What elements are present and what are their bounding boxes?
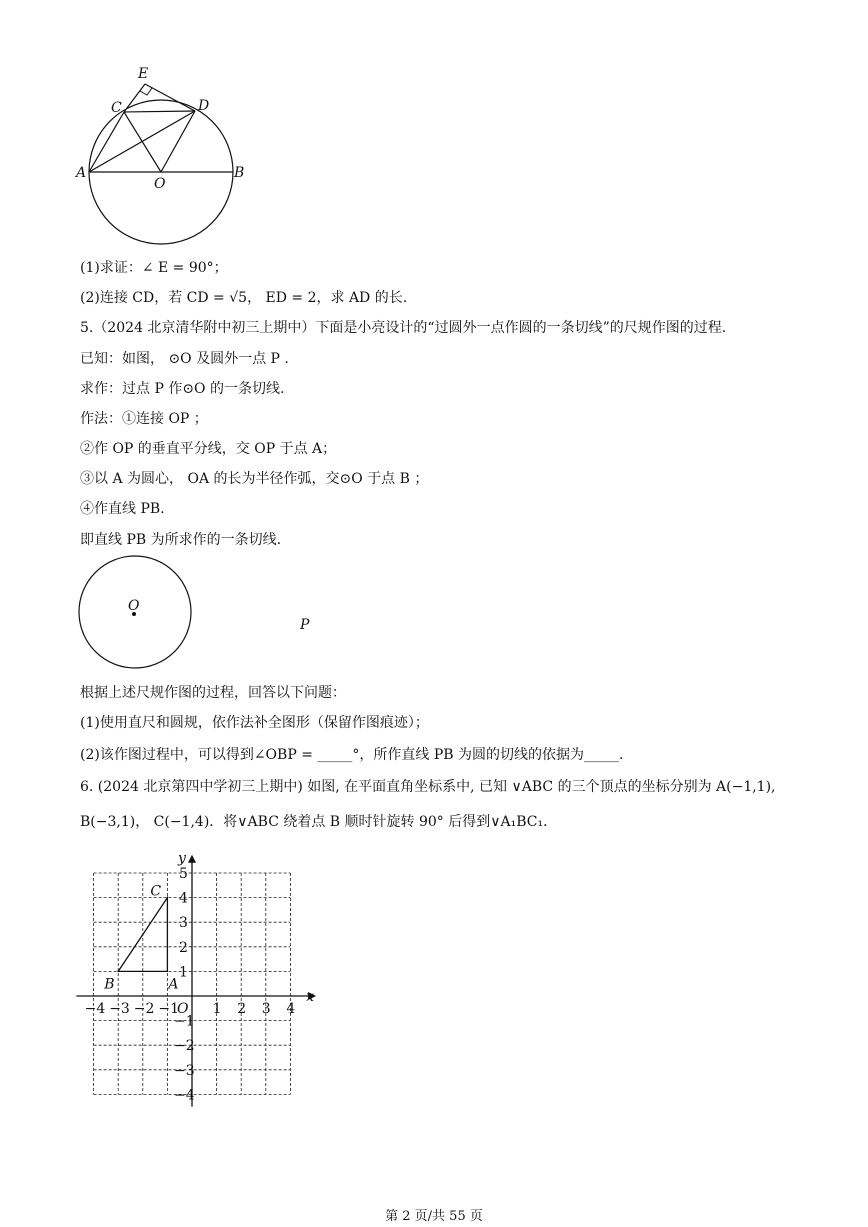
page-footer: 第 2 页/共 55 页	[385, 1209, 483, 1224]
question-5-step-3: ③以 A 为圆心， OA 的长为半径作弧，交⊙O 于点 B ；	[80, 471, 429, 487]
coordinate-grid	[70, 840, 330, 1115]
point-label-B: B	[104, 976, 115, 993]
question-5-part-1: (1)使用直尺和圆规，依作法补全图形（保留作图痕迹）；	[80, 715, 429, 731]
segment-CO	[124, 112, 161, 172]
x-axis-label: x	[306, 989, 314, 1005]
y-tick-label: 3	[179, 915, 188, 932]
question-6-line-2: B(−3,1)， C(−1,4)．将∨ABC 绕着点 B 顺时针旋转 90° 后得到∨A₁BC₁．	[80, 814, 558, 830]
point-label-A: A	[168, 976, 179, 993]
label-O: O	[128, 598, 140, 614]
x-tick-label: 4	[286, 1001, 296, 1017]
question-4-part-2: (2)连接 CD，若 CD = √5， ED = 2，求 AD 的长.	[80, 290, 408, 306]
y-tick-label: −4	[174, 1087, 195, 1104]
x-tick-label: −3	[109, 1001, 130, 1017]
question-5-title: 5.（2024 北京清华附中初三上期中）下面是小亮设计的“过圆外一点作圆的一条切线”的尺规作图的过程.	[80, 320, 727, 336]
x-tick-label: 2	[237, 1001, 247, 1017]
origin-label: O	[177, 1001, 189, 1017]
question-5-step-2: ②作 OP 的垂直平分线，交 OP 于点 A；	[80, 441, 337, 457]
question-5-ask: 根据上述尺规作图的过程，回答以下问题：	[80, 685, 346, 701]
y-tick-label: 1	[179, 964, 188, 981]
geometry-figure-circle-point	[75, 558, 335, 678]
segment-CE	[124, 84, 145, 112]
question-4-part-1: (1)求证：∠ E = 90°；	[80, 260, 228, 276]
label-P: P	[300, 617, 310, 633]
label-D: D	[198, 98, 210, 114]
y-axis-label: y	[178, 850, 186, 867]
label-A: A	[76, 165, 87, 181]
question-5-step-4: ④作直线 PB.	[80, 501, 165, 517]
label-C: C	[111, 100, 122, 116]
question-5-part-2: (2)该作图过程中，可以得到∠OBP = _____°，所作直线 PB 为圆的切线的依据为_____.	[80, 747, 624, 763]
geometry-figure-circle	[70, 60, 270, 250]
y-tick-label: −3	[174, 1062, 195, 1079]
y-tick-label: 2	[179, 939, 188, 956]
x-tick-label: −2	[133, 1001, 155, 1017]
segment-ED	[145, 84, 195, 111]
question-5-make: 求作：过点 P 作⊙O 的一条切线.	[80, 381, 285, 397]
label-B: B	[234, 165, 245, 181]
question-5-known: 已知：如图， ⊙O 及圆外一点 P .	[80, 351, 289, 367]
label-O: O	[154, 176, 166, 192]
y-tick-label: 4	[179, 890, 188, 907]
y-tick-label: −1	[174, 1013, 195, 1030]
y-axis-arrow	[188, 855, 196, 863]
point-label-C: C	[150, 883, 162, 900]
label-E: E	[138, 66, 149, 82]
question-6-line-1: 6. (2024 北京第四中学初三上期中) 如图, 在平面直角坐标系中, 已知 ∨ABC 的三个顶点的坐标分别为 A(−1,1),	[80, 779, 776, 795]
y-tick-label: 5	[179, 866, 188, 882]
segment-AC	[89, 112, 124, 172]
question-5-step-1: 作法：①连接 OP ；	[80, 411, 208, 427]
x-tick-label: 1	[212, 1001, 222, 1017]
y-tick-label: −2	[174, 1038, 195, 1055]
question-5-conclusion: 即直线 PB 为所求作的一条切线.	[80, 532, 282, 548]
x-tick-label: −1	[158, 1001, 180, 1017]
x-tick-label: 3	[261, 1001, 271, 1017]
x-tick-label: −4	[84, 1001, 106, 1017]
segment-CD	[124, 111, 195, 112]
